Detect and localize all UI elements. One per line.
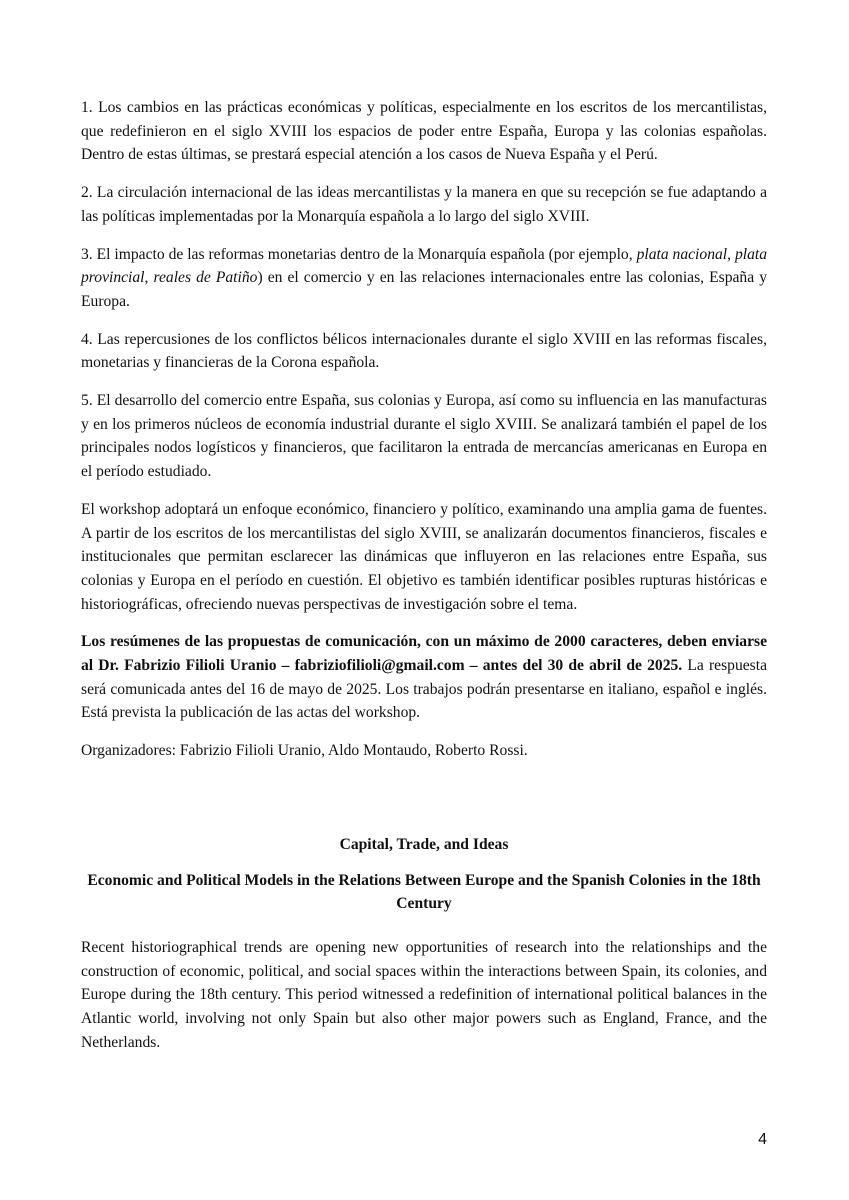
approach-paragraph: El workshop adoptará un enfoque económico, financiero y político, examinando una amplia gama de fuentes. A partir de los escritos de los mercantilistas del siglo XVIII, se analizarán documentos financieros, fiscales e institucionales que permitan esclarecer las dinámicas que influyeron en las relaciones entre España, sus colonias y Europa en el período en cuestión. El objetivo es también identificar posibles rupturas históricas e historiográficas, ofreciendo nuevas perspectivas de investigación sobre el tema. bbox=[81, 500, 767, 613]
term-reales-de-patino: reales de Patiño bbox=[153, 269, 258, 287]
english-section bbox=[81, 833, 767, 1055]
english-title: Capital, Trade, and Ideas bbox=[339, 835, 509, 853]
organizers: Organizadores: Fabrizio Filioli Uranio, Aldo Montaudo, Roberto Rossi. bbox=[81, 742, 528, 760]
list-item-5: 5. El desarrollo del comercio entre España, sus colonias y Europa, así como su influencia en las manufacturas y en los primeros núcleos de economía industrial durante el siglo XVIII. Se analizará también el papel de los principales nodos logísticos y financieros, que facilitaron la entrada de mercancías americanas en Europa en el período estudiado. bbox=[81, 392, 767, 481]
page-number: 4 bbox=[758, 1131, 767, 1148]
separator: , bbox=[727, 245, 735, 263]
list-item-3-text-end: ) en el comercio y en las relaciones internacionales entre las colonias, España y Europa. bbox=[81, 269, 767, 310]
list-item-3-text-start: 3. El impacto de las reformas monetarias dentro de la Monarquía española (por ejemplo, bbox=[81, 245, 637, 263]
separator: , bbox=[144, 269, 154, 287]
english-subtitle: Economic and Political Models in the Relations Between Europe and the Spanish Colonies in the 18th Century bbox=[87, 871, 761, 913]
submission-details: La respuesta será comunicada antes del 16 de mayo de 2025. Los trabajos podrán presentarse en italiano, español e inglés. Está prevista la publicación de las actas del workshop. bbox=[81, 657, 767, 722]
list-item-3 bbox=[81, 243, 767, 314]
document-page bbox=[81, 96, 767, 1055]
term-plata-nacional: plata nacional bbox=[636, 245, 728, 263]
list-item-4: 4. Las repercusiones de los conflictos bélicos internacionales durante el siglo XVIII en las reformas fiscales, monetarias y financieras de la Corona española. bbox=[81, 330, 767, 372]
submission-paragraph bbox=[81, 630, 767, 725]
list-item-1: 1. Los cambios en las prácticas económicas y políticas, especialmente en los escritos de los mercantilistas, que redefinieron en el siglo XVIII los espacios de poder entre España, Europa y las colonias españolas. Dentro de estas últimas, se prestará especial atención a los casos de Nueva España y el Perú. bbox=[81, 99, 767, 164]
english-paragraph: Recent historiographical trends are opening new opportunities of research into the relationships and the construction of economic, political, and social spaces within the interactions between Spain, its colonies, and Europe during the 18th century. This period witnessed a redefinition of international political balances in the Atlantic world, involving not only Spain but also other major powers such as England, France, and the Netherlands. bbox=[81, 938, 767, 1051]
list-item-2: 2. La circulación internacional de las ideas mercantilistas y la manera en que su recepción se fue adaptando a las políticas implementadas por la Monarquía española a lo largo del siglo XVIII. bbox=[81, 184, 767, 225]
submission-deadline: Los resúmenes de las propuestas de comunicación, con un máximo de 2000 caracteres, deben enviarse al Dr. Fabrizio Filioli Uranio – fabriziofilioli@gmail.com – antes del 30 de abril de 2025. bbox=[81, 633, 767, 675]
term-plata-provincial: plata provincial bbox=[81, 245, 768, 287]
